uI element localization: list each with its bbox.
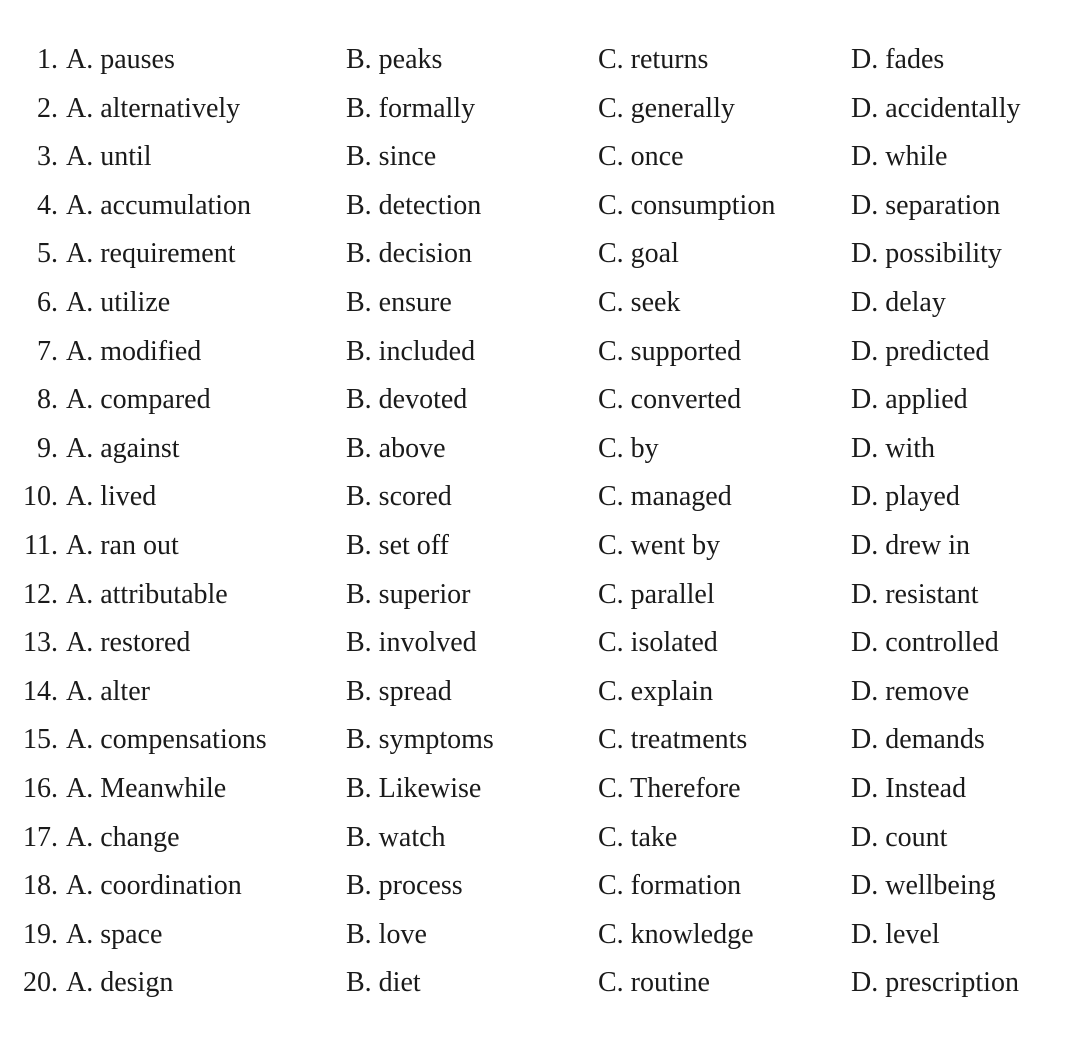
option-a: A. design [66,967,174,999]
option-c: C. formation [598,870,742,902]
option-a: A. requirement [66,238,236,270]
question-row [0,522,1080,571]
option-a: A. pauses [66,44,175,75]
option-a: A. against [66,432,180,464]
option-a: A. coordination [66,870,242,902]
option-c: C. went by [598,529,721,561]
option-b: B. since [346,141,437,173]
option-c: C. routine [598,967,710,999]
option-b: B. detection [346,189,482,221]
option-a: A. change [66,821,180,853]
option-c: C. isolated [598,627,718,659]
option-c: C. once [598,141,684,173]
option-c: C. generally [598,92,735,124]
question-row [0,716,1080,765]
option-b: B. included [346,335,476,367]
question-row [0,571,1080,620]
question-row [0,376,1080,425]
question-row [0,619,1080,668]
option-b: B. involved [346,627,477,659]
question-row [0,230,1080,279]
option-b: B. ensure [346,286,452,318]
option-b: B. decision [346,238,472,270]
option-d: D. level [851,918,940,950]
option-d: D. remove [851,675,970,707]
option-b: B. scored [346,481,452,513]
question-row [0,668,1080,717]
option-a: A. alternatively [66,92,241,124]
option-c: C. Therefore [598,772,741,804]
question-row [0,36,1080,85]
question-row [0,959,1080,1008]
question-list [0,36,1080,1008]
question-row [0,765,1080,814]
question-number: 13. [23,627,58,659]
option-b: B. watch [346,821,446,853]
question-row [0,425,1080,474]
option-a: A. compensations [66,724,267,756]
question-row [0,182,1080,231]
option-a: A. Meanwhile [66,772,227,804]
question-number: 5. [37,238,58,270]
question-number: 11. [24,529,58,561]
question-row [0,328,1080,377]
option-a: A. space [66,918,163,950]
question-number: 16. [23,772,58,804]
option-b: B. peaks [346,44,443,75]
option-c: C. by [598,432,659,464]
question-number: 14. [23,675,58,707]
option-c: C. consumption [598,189,776,221]
question-row [0,911,1080,960]
option-d: D. predicted [851,335,990,367]
option-b: B. set off [346,529,449,561]
option-d: D. accidentally [851,92,1021,124]
option-d: D. played [851,481,960,513]
option-b: B. devoted [346,384,468,416]
option-b: B. spread [346,675,452,707]
option-b: B. diet [346,967,421,999]
option-c: C. supported [598,335,742,367]
question-number: 12. [23,578,58,610]
option-d: D. delay [851,286,946,318]
question-number: 9. [37,432,58,464]
option-b: B. symptoms [346,724,494,756]
option-a: A. until [66,141,152,173]
question-row [0,133,1080,182]
question-row [0,279,1080,328]
question-number: 17. [23,821,58,853]
question-number: 6. [37,286,58,318]
option-b: B. Likewise [346,772,482,804]
option-d: D. fades [851,44,945,75]
question-row [0,473,1080,522]
option-a: A. compared [66,384,211,416]
option-d: D. resistant [851,578,979,610]
option-a: A. attributable [66,578,228,610]
question-number: 3. [37,141,58,173]
question-number: 1. [37,44,58,75]
option-a: A. ran out [66,529,179,561]
option-b: B. process [346,870,463,902]
option-c: C. converted [598,384,742,416]
question-number: 8. [37,384,58,416]
option-c: C. parallel [598,578,715,610]
option-d: D. demands [851,724,985,756]
question-number: 19. [23,918,58,950]
question-row [0,862,1080,911]
option-c: C. knowledge [598,918,754,950]
option-d: D. applied [851,384,968,416]
question-number: 2. [37,92,58,124]
option-a: A. accumulation [66,189,252,221]
option-d: D. separation [851,189,1001,221]
question-row [0,814,1080,863]
option-a: A. alter [66,675,150,707]
option-b: B. superior [346,578,471,610]
option-c: C. managed [598,481,732,513]
option-d: D. possibility [851,238,1002,270]
option-a: A. modified [66,335,202,367]
question-number: 15. [23,724,58,756]
option-a: A. restored [66,627,191,659]
option-a: A. utilize [66,286,171,318]
option-c: C. returns [598,44,709,75]
option-b: B. above [346,432,446,464]
question-number: 4. [37,189,58,221]
question-number: 20. [23,967,58,999]
option-b: B. formally [346,92,476,124]
option-d: D. count [851,821,948,853]
option-d: D. with [851,432,935,464]
question-number: 7. [37,335,58,367]
question-row [0,85,1080,134]
option-d: D. Instead [851,772,967,804]
option-d: D. while [851,141,948,173]
option-c: C. explain [598,675,714,707]
option-c: C. take [598,821,678,853]
option-c: C. goal [598,238,679,270]
option-c: C. treatments [598,724,748,756]
option-d: D. controlled [851,627,999,659]
option-a: A. lived [66,481,157,513]
option-d: D. drew in [851,529,970,561]
question-number: 10. [23,481,58,513]
option-d: D. wellbeing [851,870,996,902]
question-number: 18. [23,870,58,902]
option-c: C. seek [598,286,681,318]
option-b: B. love [346,918,427,950]
option-d: D. prescription [851,967,1019,999]
